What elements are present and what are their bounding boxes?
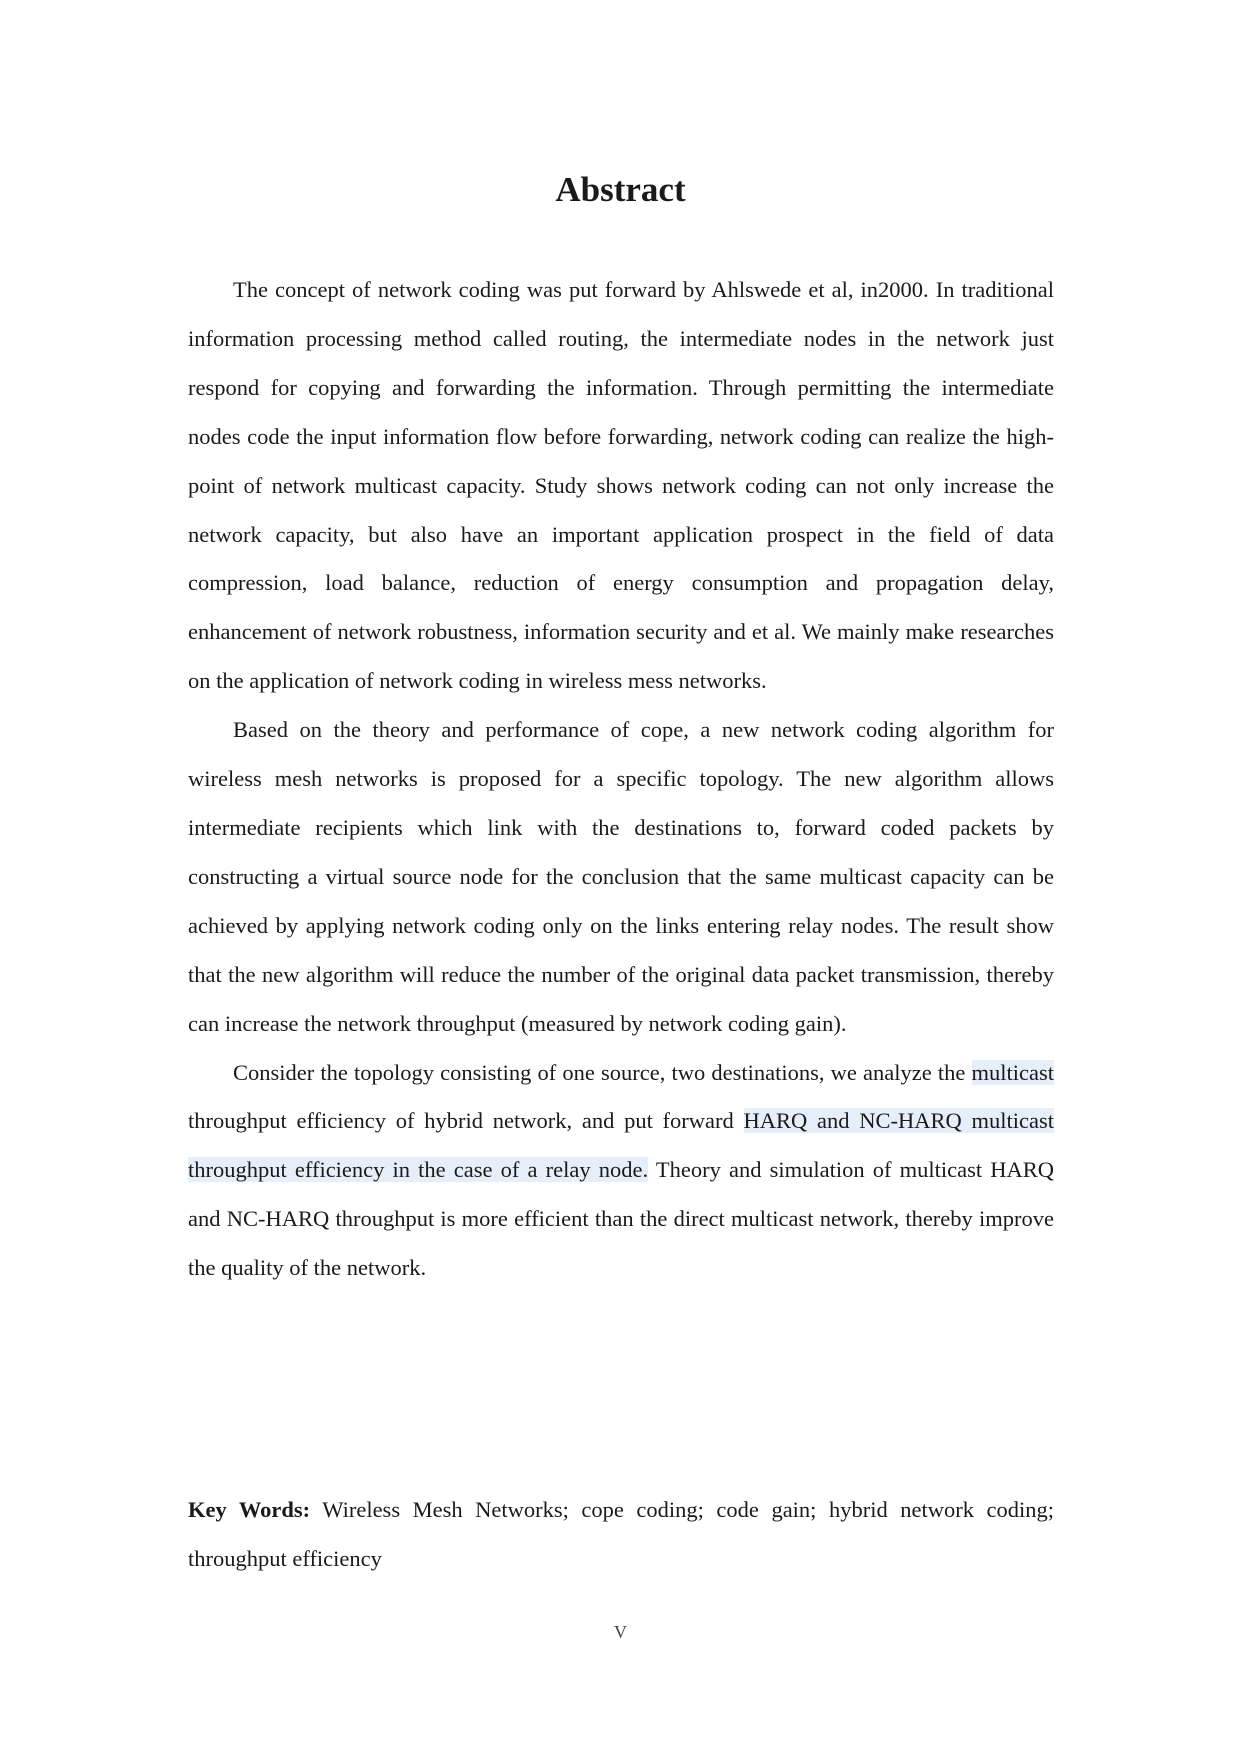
- keywords: [188, 1486, 1054, 1584]
- highlighted-text: multicast: [971, 1059, 1054, 1085]
- paragraph-3-text: Consider the topology consisting of one source, two destinations, we analyze the: [233, 1059, 972, 1085]
- abstract-paragraph-3: [188, 1049, 1054, 1294]
- highlighted-text: HARQ and NC-HARQ multicast: [743, 1108, 1054, 1134]
- highlighted-text: throughput efficiency in the case of a relay node.: [188, 1157, 649, 1183]
- page-number: V: [614, 1622, 627, 1642]
- page-title: Abstract: [555, 170, 686, 209]
- paragraph-3-text: throughput efficiency of hybrid network, and put forward: [188, 1108, 744, 1134]
- paragraph-3-text: Theory and simulation of multicast HARQ and NC-HARQ throughput is more efficient than the direct multicast network, thereby improve the quality of the network.: [188, 1157, 1054, 1281]
- abstract-paragraph-1: The concept of network coding was put forward by Ahlswede et al, in2000. In traditional information processing method called routing, the intermediate nodes in the network just respond for copying and forwarding the information. Through permitting the intermediate nodes code the input information flow before forwarding, network coding can realize the high- point of network multicast capacity. Study shows network coding can not only increase the network capacity, but also have an important application prospect in the field of data compression, load balance, reduction of energy consumption and propagation delay, enhancement of network robustness, information security and et al. We mainly make researches on the application of network coding in wireless mess networks.: [188, 277, 1054, 694]
- abstract-body: [188, 266, 1054, 1293]
- keywords-text: Wireless Mesh Networks; cope coding; code gain; hybrid network coding; throughput efficiency: [188, 1497, 1054, 1571]
- keywords-label: Key Words:: [188, 1497, 311, 1522]
- abstract-paragraph-2: Based on the theory and performance of cope, a new network coding algorithm for wireless mesh networks is proposed for a specific topology. The new algorithm allows intermediate recipients which link with the destinations to, forward coded packets by constructing a virtual source node for the conclusion that the same multicast capacity can be achieved by applying network coding only on the links entering relay nodes. The result show that the new algorithm will reduce the number of the original data packet transmission, thereby can increase the network throughput (measured by network coding gain).: [188, 717, 1054, 1036]
